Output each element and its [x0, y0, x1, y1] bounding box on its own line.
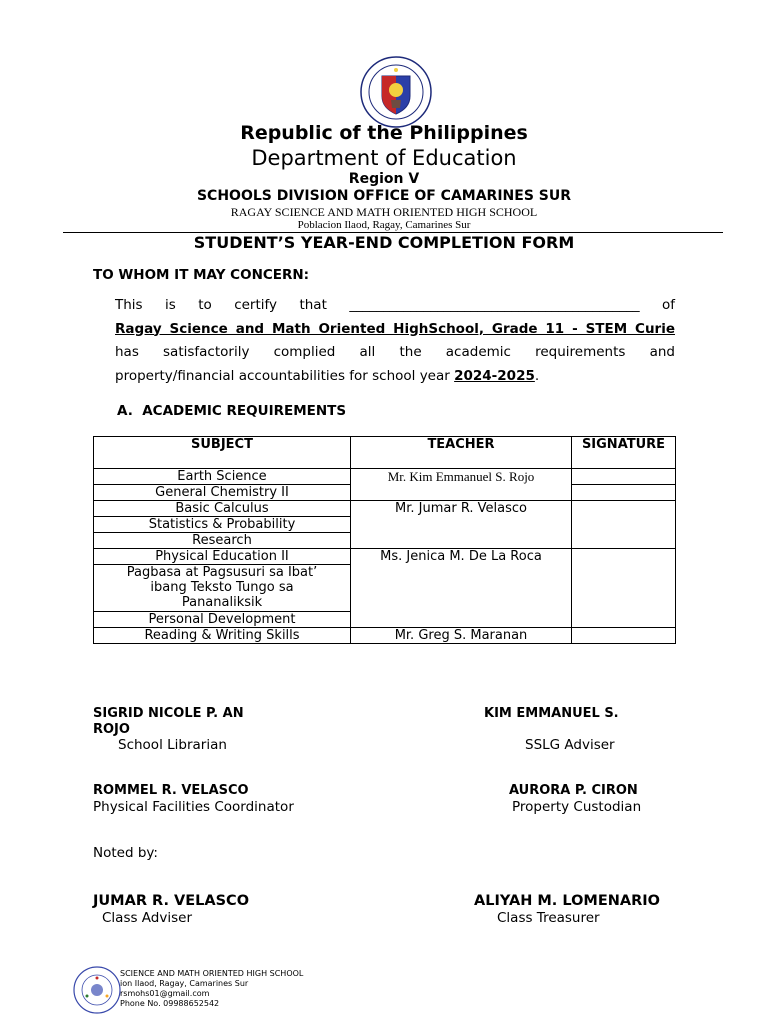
header-address: Poblacion Ilaod, Ragay, Camarines Sur [297, 219, 471, 231]
signature-cell[interactable] [572, 628, 676, 644]
salutation: TO WHOM IT MAY CONCERN: [93, 267, 310, 283]
subject-cell: Research [94, 533, 351, 549]
sslg-adviser-title: SSLG Adviser [525, 737, 615, 753]
header-school: RAGAY SCIENCE AND MATH ORIENTED HIGH SCHOOL [230, 205, 538, 219]
paragraph-line-4: property/financial accountabilities for school year 2024-2025. [115, 367, 540, 384]
school-seal-logo [73, 966, 121, 1014]
school-grade-section: Ragay Science and Math Oriented HighSchool, Grade 11 - STEM Curie [115, 320, 675, 337]
header-region: Region V [348, 171, 420, 187]
footer-school: SCIENCE AND MATH ORIENTED HIGH SCHOOL [120, 969, 304, 978]
subject-cell: Physical Education II [94, 549, 351, 565]
subject-cell: Basic Calculus [94, 501, 351, 517]
student-name-blank[interactable]: ___________________________________________ [349, 297, 640, 313]
facilities-coordinator-title: Physical Facilities Coordinator [93, 799, 294, 815]
teacher-cell: Ms. Jenica M. De La Roca [351, 549, 572, 628]
col-subject: SUBJECT [94, 437, 351, 469]
section-a-heading: A. ACADEMIC REQUIREMENTS [117, 403, 347, 419]
header-division: SCHOOLS DIVISION OFFICE OF CAMARINES SUR [196, 188, 572, 204]
footer-address: ion Ilaod, Ragay, Camarines Sur [120, 979, 249, 988]
librarian-title: School Librarian [118, 737, 227, 753]
teacher-cell: Mr. Greg S. Maranan [351, 628, 572, 644]
librarian-name: SIGRID NICOLE P. AN ROJO [93, 706, 244, 737]
col-teacher: TEACHER [351, 437, 572, 469]
school-year: 2024-2025 [454, 367, 535, 384]
subject-cell: General Chemistry II [94, 485, 351, 501]
subject-cell: Pagbasa at Pagsusuri sa Ibat’ ibang Teksto Tungo sa Pananaliksik [94, 565, 351, 612]
table-row [94, 628, 676, 644]
class-adviser-title: Class Adviser [102, 910, 193, 926]
table-row [94, 469, 676, 485]
class-adviser-name: JUMAR R. VELASCO [93, 893, 250, 909]
header-republic: Republic of the Philippines [240, 122, 528, 144]
academic-requirements-table [93, 436, 676, 644]
noted-by-label: Noted by: [93, 845, 158, 861]
subject-cell: Earth Science [94, 469, 351, 485]
footer-contact [120, 969, 303, 1009]
property-custodian-title: Property Custodian [512, 799, 642, 815]
table-header-row [94, 437, 676, 469]
form-title: STUDENT’S YEAR-END COMPLETION FORM [193, 233, 575, 252]
signature-cell[interactable] [572, 501, 676, 549]
property-custodian-name: AURORA P. CIRON [509, 783, 638, 798]
table-row [94, 549, 676, 565]
footer-email: rsmohs01@gmail.com [120, 989, 210, 998]
deped-seal-logo [360, 56, 432, 128]
signature-cell[interactable] [572, 485, 676, 501]
certification-paragraph [115, 294, 675, 388]
facilities-coordinator-name: ROMMEL R. VELASCO [93, 783, 249, 798]
subject-cell: Reading & Writing Skills [94, 628, 351, 644]
class-treasurer-name: ALIYAH M. LOMENARIO [474, 893, 660, 909]
col-signature: SIGNATURE [572, 437, 676, 469]
signature-cell[interactable] [572, 549, 676, 628]
signature-cell[interactable] [572, 469, 676, 485]
teacher-cell: Mr. Jumar R. Velasco [351, 501, 572, 549]
subject-cell: Personal Development [94, 612, 351, 628]
subject-cell: Statistics & Probability [94, 517, 351, 533]
paragraph-line-1: This is to certify that ___________________________________________ of [115, 297, 676, 313]
sslg-adviser-name: KIM EMMANUEL S. [484, 706, 619, 721]
footer-phone: Phone No. 09988652542 [120, 999, 220, 1008]
paragraph-line-3: has satisfactorily complied all the academic requirements and [115, 344, 675, 360]
class-treasurer-title: Class Treasurer [497, 910, 600, 926]
teacher-cell: Mr. Kim Emmanuel S. Rojo [351, 469, 572, 501]
header-department: Department of Education [251, 146, 517, 170]
table-row [94, 501, 676, 517]
